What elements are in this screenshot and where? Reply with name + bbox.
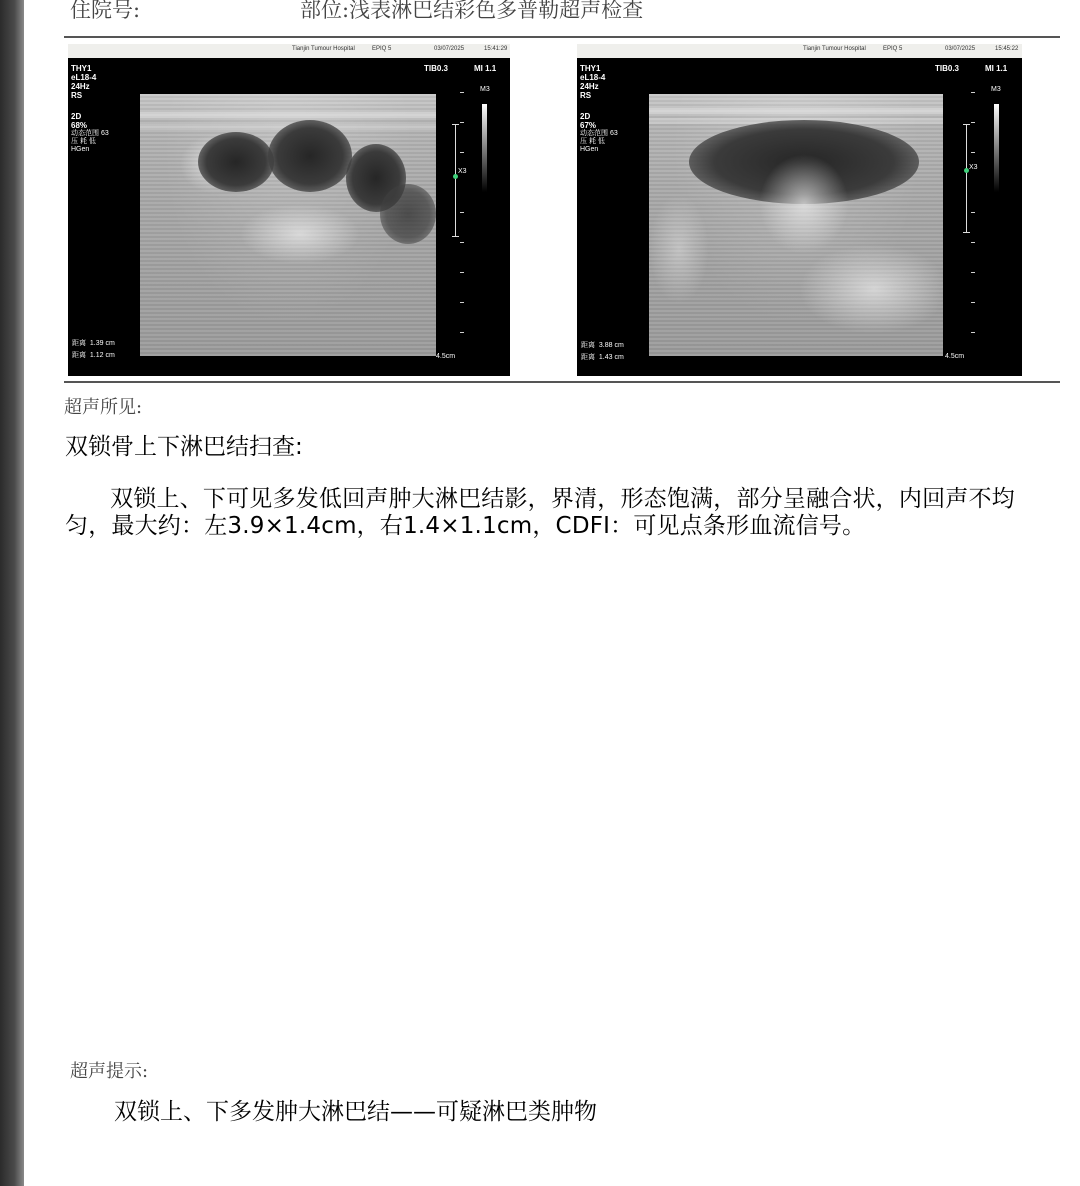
caliper-cap (452, 236, 459, 237)
depth-tick (460, 212, 464, 213)
hospital-name: Tianjin Tumour Hospital (292, 46, 355, 52)
depth-tick (971, 212, 975, 213)
admission-number-label: 住院号: (70, 0, 141, 22)
tib-value: TIB0.3 (424, 64, 449, 73)
tissue-band (140, 112, 436, 118)
gain-tag: M3 (480, 86, 490, 93)
gain-tag: M3 (991, 86, 1001, 93)
depth-caliper (455, 124, 456, 236)
tib-value: TIB0.3 (935, 64, 960, 73)
hyperechoic-area (759, 154, 849, 254)
depth-tick (460, 272, 464, 273)
depth-tick (460, 302, 464, 303)
lymph-node-dark-area (380, 184, 436, 244)
measurement-row: 距离 3.88 cm (581, 342, 624, 349)
focus-marker (964, 168, 969, 173)
depth-tick (971, 242, 975, 243)
header-divider (64, 36, 1060, 38)
findings-title: 双锁骨上下淋巴结扫查: (65, 434, 303, 460)
depth-tick (971, 152, 975, 153)
image-info-bar (68, 44, 510, 58)
measurement-row: 距离 1.12 cm (72, 352, 115, 359)
depth-tick (460, 152, 464, 153)
impression-text: 双锁上、下多发肿大淋巴结——可疑淋巴类肿物 (114, 1099, 597, 1125)
report-page (24, 0, 1080, 1186)
depth-label: 4.5cm (436, 353, 456, 360)
focus-marker (453, 174, 458, 179)
exam-time: 15:41:29 (484, 46, 508, 52)
depth-label: 4.5cm (945, 353, 965, 360)
mi-value: MI 1.1 (474, 64, 497, 73)
depth-tick (460, 122, 464, 123)
findings-label: 超声所见: (64, 397, 143, 418)
mi-value: MI 1.1 (985, 64, 1008, 73)
measurement-row: 距离 1.43 cm (581, 354, 624, 361)
exam-site-label: 部位:浅表淋巴结彩色多普勒超声检查 (300, 0, 644, 22)
viewer-edge-shadow (0, 0, 24, 1186)
depth-tick (971, 122, 975, 123)
depth-tick (971, 272, 975, 273)
hospital-name: Tianjin Tumour Hospital (803, 46, 866, 52)
caliper-cap (452, 124, 459, 125)
depth-tick (460, 242, 464, 243)
caliper-cap (963, 232, 970, 233)
impression-label: 超声提示: (70, 1061, 149, 1082)
hyperechoic-area (240, 204, 360, 264)
grayscale-bar (994, 104, 999, 192)
lymph-node-dark-area (268, 120, 352, 192)
hyperechoic-area (799, 244, 943, 334)
exam-date: 03/07/2025 (945, 46, 976, 52)
exam-date: 03/07/2025 (434, 46, 465, 52)
depth-caliper (966, 124, 967, 232)
device-name: EPIQ 5 (883, 46, 903, 52)
measurement-row: 距离 1.39 cm (72, 340, 115, 347)
depth-tick (460, 92, 464, 93)
depth-tick (971, 302, 975, 303)
grayscale-bar (482, 104, 487, 192)
exam-time: 15:45:22 (995, 46, 1019, 52)
findings-text: 双锁上、下可见多发低回声肿大淋巴结影，界清，形态饱满，部分呈融合状，内回声不均匀，最大约：左3.9×1.4cm，右1.4×1.1cm，CDFI：可见点条形血流信号。 (65, 486, 1015, 539)
mode-extra-info: 动态范围 63 压 耗 低 HGen (71, 130, 109, 153)
mode-info: 2D 68% (71, 112, 88, 130)
depth-tick (971, 92, 975, 93)
ultrasound-image-left (68, 44, 510, 376)
ultrasound-image-right (577, 44, 1022, 376)
preset-info: THY1 eL18-4 24Hz RS (580, 64, 606, 100)
ultrasound-scan-area (140, 94, 436, 356)
images-divider (64, 381, 1060, 383)
caliper-cap (963, 124, 970, 125)
image-info-bar (577, 44, 1022, 58)
device-name: EPIQ 5 (372, 46, 392, 52)
hyperechoic-area (649, 194, 709, 304)
x-tag: X3 (969, 164, 978, 171)
mode-info: 2D 67% (580, 112, 597, 130)
depth-tick (460, 332, 464, 333)
preset-info: THY1 eL18-4 24Hz RS (71, 64, 97, 100)
x-tag: X3 (458, 168, 467, 175)
mode-extra-info: 动态范围 63 压 耗 低 HGen (580, 130, 618, 153)
depth-tick (971, 332, 975, 333)
ultrasound-scan-area (649, 94, 943, 356)
tissue-band (649, 108, 943, 114)
lymph-node-dark-area (198, 132, 274, 192)
